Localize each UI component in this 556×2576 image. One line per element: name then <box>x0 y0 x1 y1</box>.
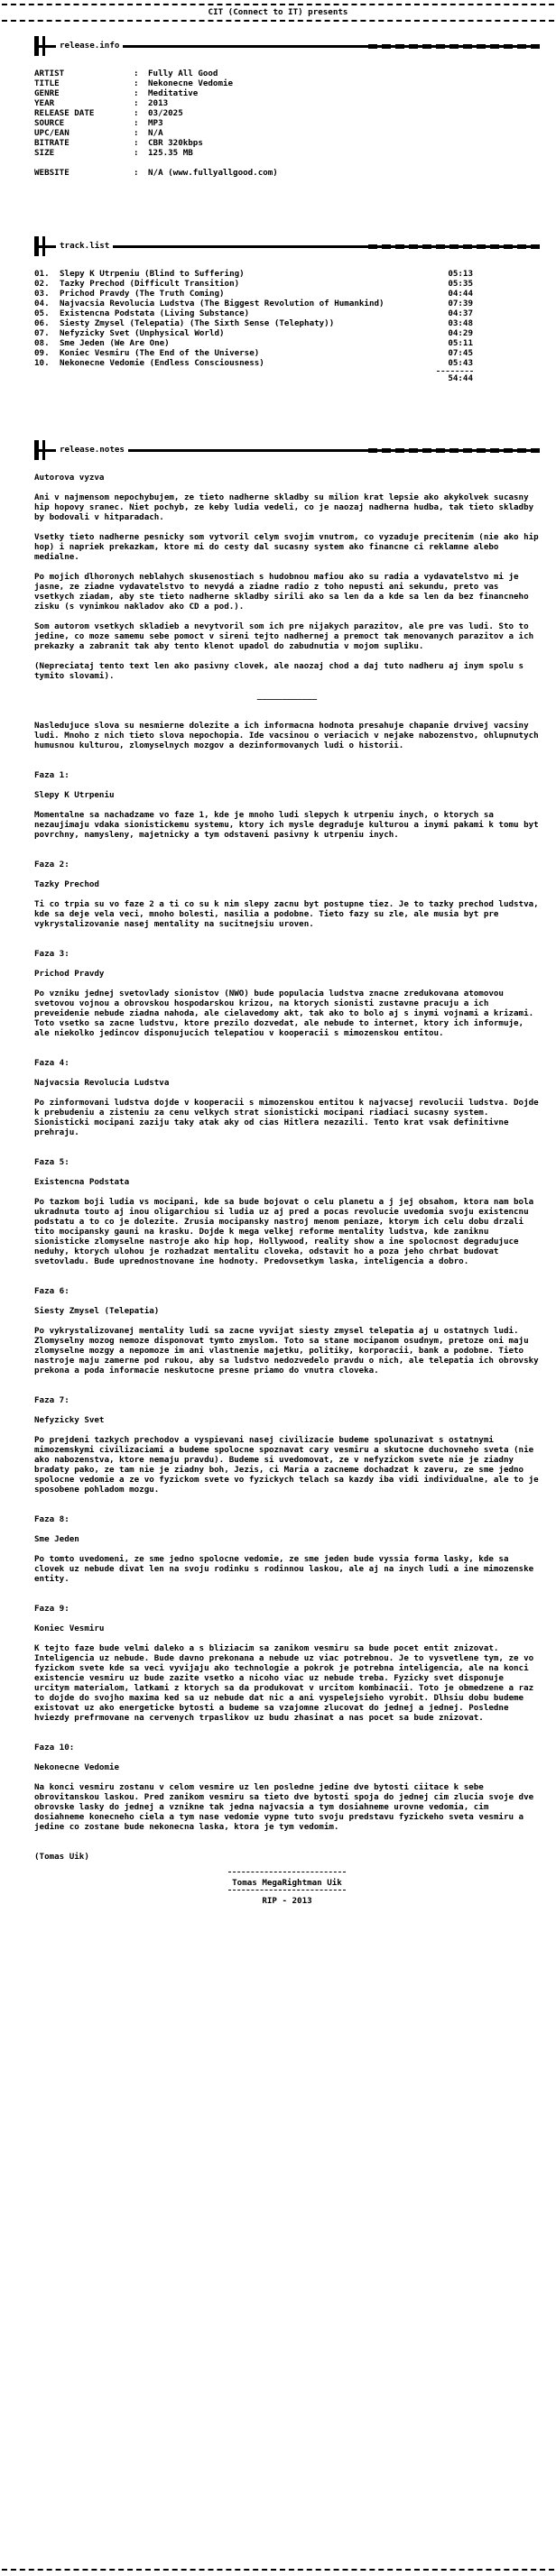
info-row: BITRATE : CBR 320kbps <box>34 138 540 148</box>
section-bar-icon <box>34 440 39 460</box>
phase-block <box>34 1286 544 1395</box>
track-duration: 07:39 <box>448 299 473 308</box>
info-key: GENRE <box>34 88 60 98</box>
phase-label: Faza 6: <box>34 1286 70 1296</box>
release-notes-block <box>34 473 544 1906</box>
phase-block <box>34 1157 540 1286</box>
section-label: release.notes <box>56 445 128 455</box>
track-list-block <box>34 269 540 383</box>
info-row: UPC/EAN : N/A <box>34 128 540 138</box>
phase-title: Slepy K Utrpeniu <box>34 790 115 800</box>
track-number: 06. <box>34 318 50 328</box>
phase-text: K tejto faze bude velmi daleko a s bliziacim sa zanikom vesmiru sa bude pocet entit znizovat. Inteligencia uz nebude. Bude davno prekonana a nebude uz viac potrebnou. Je to vysvetlene tym, ze vo fyzickom svete kde sa veci vyvijaju ako technologie a pokrok je potrebna inteligencia, ale na konci existencie vesmiru uz bude zazite vsetko a nicoho viac uz nebude treba. Fyzicky svet disponuje urcitym materialom, latkami z ktorych sa da produkovat v urcitom kombinacii. Toto je obmedzene a raz to dojde do svojho maxima ked sa uz nebude dat nic a ani vyspelejsieho vyrobit. Dlhsiu dobu budeme existovat uz ako energeticke bytosti a budeme sa vzajomne zlucovat do jednej a jednej. Posledne hviezdy prefrmovane na cervenych trpaslikov uz budu zhasinat a nas pocet sa bude znizovat. <box>34 1643 539 1723</box>
track-row <box>34 328 540 338</box>
phase-block <box>34 770 544 860</box>
phase-label: Faza 9: <box>34 1604 70 1614</box>
phase-label: Faza 1: <box>34 770 70 780</box>
track-row <box>34 348 540 358</box>
info-key: YEAR <box>34 98 55 108</box>
track-duration: 05:43 <box>448 358 473 368</box>
track-title: Tazky Prechod (Difficult Transition) <box>60 279 240 289</box>
info-key: SOURCE <box>34 118 65 128</box>
track-title: Sme Jeden (We Are One) <box>60 338 170 348</box>
notes-author: (Tomas Uik) <box>34 1852 89 1862</box>
track-duration: 04:37 <box>448 308 473 318</box>
track-title: Prichod Pravdy (The Truth Coming) <box>60 289 225 299</box>
phase-text: Po vzniku jednej svetovlady sionistov (NWO) bude populacia ludstva znacne zredukovana atomovou svetovou vojnou a obrovskou hospodarskou krizou, na ktorych sionisti zustavne pracuju a ich preveidenie nebude ziadna nahoda, ale cielavedomy akt, tak ako to bolo aj s inymi vojnami a krizami. Toto vsetko sa zacne ludstvu, ktore prezilo dozvedat, ale nebude to internet, ktory ich informuje, ale niekolko jedincov disponujucich telepatiou v kooperacii s mimozenskou entitou. <box>34 989 539 1038</box>
track-number: 02. <box>34 279 50 289</box>
phase-title: Sme Jeden <box>34 1534 79 1544</box>
phase-block <box>34 949 540 1058</box>
track-list <box>34 269 540 368</box>
release-info-list <box>34 69 540 158</box>
track-number: 10. <box>34 358 50 368</box>
phase-text: Ti co trpia su vo faze 2 a ti co su k nim slepy zacnu byt postupne tiez. Je to tazky prechod ludstva, kde sa deje vela veci, mnoho bolesti, nasilia a podobne. Tieto fazy su zle, ale musia byt pre vykrystalizovanie nasej mentality na sucitnejsiu uroven. <box>34 899 544 929</box>
phase-label: Faza 3: <box>34 949 70 959</box>
info-key: ARTIST <box>34 69 65 78</box>
release-info-block <box>34 69 540 178</box>
track-title: Slepy K Utrpeniu (Blind to Suffering) <box>60 269 245 279</box>
phase-text: Po prejdeni tazkych prechodov a vyspievani nasej civilizacie budeme spolunazivat s ostatnymi mimozemskymi civilizaciami a budeme spolocne spoznavat cary vesmiru a skutocne duchovneho sveta (nie ako nabozenstva, ktore nemaju pravdu). Budeme si uvedomovat, ze v nefyzickom svete nie je ziadny bradaty pako, ze tam nie je ziadny boh, Jezis, ci Maria a zacneme dochadzat k zaveru, ze sme jedno spolocne vedomie a ze vo fyzickom svete vo fyzickych telach sa kazdy iba vidi individualne, ale to je sposobene pohladom mozgu. <box>34 1435 544 1495</box>
track-row <box>34 269 540 279</box>
phase-title: Koniec Vesmiru <box>34 1624 105 1633</box>
section-bar-icon <box>34 36 39 56</box>
track-number: 05. <box>34 308 50 318</box>
track-row <box>34 299 540 308</box>
track-duration: 05:11 <box>448 338 473 348</box>
info-value: Nekonecne Vedomie <box>148 78 234 88</box>
info-value: 2013 <box>148 98 169 108</box>
info-key: SIZE <box>34 148 55 158</box>
bottom-dash-line <box>2 2569 554 2571</box>
track-number: 08. <box>34 338 50 348</box>
track-number: 07. <box>34 328 50 338</box>
track-title: Nekonecne Vedomie (Endless Consciousness) <box>60 358 264 368</box>
phase-text: Po tomto uvedomeni, ze sme jedno spolocne vedomie, ze sme jeden bude vyssia forma lasky, kde sa clovek uz nebude divat len na svoju rodinku s rodinnou laskou, ale aj na inych ludi a ine mimozenske entity. <box>34 1554 539 1584</box>
info-row-website: WEBSITE : N/A (www.fullyallgood.com) <box>34 168 278 178</box>
phase-block <box>34 1743 540 1852</box>
track-title: Siesty Zmysel (Telepatia) (The Sixth Sense (Telephaty)) <box>60 318 335 328</box>
phase-block <box>34 1604 540 1743</box>
track-title: Nefyzicky Svet (Unphysical World) <box>60 328 225 338</box>
track-duration: 07:45 <box>448 348 473 358</box>
track-duration: 05:35 <box>448 279 473 289</box>
track-title: Existencna Podstata (Living Substance) <box>60 308 250 318</box>
track-row <box>34 289 540 299</box>
presents-title: CIT (Connect to IT) presents <box>208 7 348 17</box>
phase-text: Po tazkom boji ludia vs mocipani, kde sa bude bojovat o celu planetu a j jej obsahom, ktora nam bola ukradnuta touto aj inou oligarchiou si ludia uz aj pred a pocas revolucie uvedomia svoju existencnu podstatu a to co je dolezite. Zrusia mocipansky nastroj menom peniaze, ktorym ich celu dobu drzali tito mocipansky gauni na krasku. Dojde k mega velkej reforme mentality ludstva, kde zaniknu sionisticke zlomyselne nastroje ako hip hop, Hollywood, reality show a ine spolocnost degradujuce neduhy, ktorych ulohou je rozhadzat mentalitu cloveka, odstavit ho a poza jeho chrbat budovat svetovladu. Bude uprednostnovane ine hodnoty. Predovsetkym laska, inteligencia a dobro. <box>34 1197 539 1266</box>
info-row: SOURCE : MP3 <box>34 118 540 128</box>
section-release-notes <box>34 440 540 460</box>
phase-block <box>34 860 544 949</box>
track-title: Koniec Vesmiru (The End of the Universe) <box>60 348 260 358</box>
track-duration: 05:13 <box>448 269 473 279</box>
info-row: YEAR : 2013 <box>34 98 540 108</box>
phase-label: Faza 4: <box>34 1058 70 1068</box>
track-row <box>34 318 540 328</box>
track-row <box>34 308 540 318</box>
notes-phases <box>34 770 544 1852</box>
notes-rip: RIP - 2013 <box>262 1896 312 1906</box>
notes-paragraph: Vsetky tieto nadherne pesnicky som vytvoril celym svojim vnutrom, co vyzaduje precitenim (nie ako hip hop) i napriek prekazkam, ktore mi do cesty dal sucasny system ako financne ci reklamne alebo medialne. <box>34 532 544 562</box>
info-row: GENRE : Meditative <box>34 88 540 98</box>
track-number: 04. <box>34 299 50 308</box>
phase-text: Momentalne sa nachadzame vo faze 1, kde je mnoho ludi slepych k utrpeniu inych, o ktorych sa nezaujimaju vdaka sionistickemu systemu, ktory ich mysle degraduje kulturou a inymi pakami k tomu byt povrchny, namysleny, majetnicky a tym odstaveni pasivny k utrpeniu inych. <box>34 810 544 840</box>
track-row <box>34 279 540 289</box>
info-key: RELEASE DATE <box>34 108 95 118</box>
total-duration: 54:44 <box>437 371 473 383</box>
track-duration: 04:44 <box>448 289 473 299</box>
info-key: TITLE <box>34 78 60 88</box>
info-value: 03/2025 <box>148 108 183 118</box>
phase-label: Faza 7: <box>34 1395 70 1405</box>
notes-paragraph: Som autorom vsetkych skladieb a nevytvoril som ich pre nijakych parazitov, ale pre vas ludi. Sto to jedine, co moze samemu sebe pomoct v sireni tejto nadhernej a premoct tak menovanych parazitov a ich prekazky a zabranit tak aby tento klenot upadol do zabudnutia v mojom supliku. <box>34 621 539 651</box>
info-row: TITLE : Nekonecne Vedomie <box>34 78 540 88</box>
track-number: 09. <box>34 348 50 358</box>
phase-title: Nekonecne Vedomie <box>34 1762 120 1772</box>
phase-title: Najvacsia Revolucia Ludstva <box>34 1078 170 1088</box>
info-value: Fully All Good <box>148 69 218 78</box>
info-value: Meditative <box>148 88 199 98</box>
notes-paragraph: (Nepreciataj tento text len ako pasivny clovek, ale naozaj chod a daj tuto nadheru aj inym spolu s tymito slovami). <box>34 661 529 681</box>
notes-signature: Tomas MegaRightman Uik <box>232 1878 342 1888</box>
phase-title: Existencna Podstata <box>34 1177 130 1187</box>
phase-block <box>34 1395 544 1514</box>
phase-title: Siesty Zmysel (Telepatia) <box>34 1306 160 1316</box>
phase-block <box>34 1058 544 1157</box>
phase-text: Na konci vesmiru zostanu v celom vesmire uz len posledne jedine dve bytosti ciitace k sebe obrovitanskou laskou. Pred zanikom vesmiru sa tieto dve bytosti spoja do jednej cim zlucia svoje dve obrovske lasky do jednej a vznikne tak jedna najvacsia a tym dosiahneme urovne vedomia, cim dosiahneme konecneho ciela a tym nase vedomie vypne tuto svoju predstavu fyzickeho sveta vesmiru a jedine co zostane bude nekonecna laska, ktora je tym vedomim. <box>34 1782 539 1832</box>
track-duration: 04:29 <box>448 328 473 338</box>
notes-paragraph: Ani v najmensom nepochybujem, ze tieto nadherne skladby su milion krat lepsie ako akykolvek sucasny hip hopovy sranec. Niet pochyb, ze keby ludia vedeli, co je naozaj nadherna hudba, tak tieto skladby by bodovali v hitparadach. <box>34 492 539 522</box>
notes-intro-paragraphs <box>34 492 544 681</box>
phase-title: Tazky Prechod <box>34 879 99 889</box>
phase-title: Prichod Pravdy <box>34 969 105 979</box>
notes-preface: Nasledujuce slova su nesmierne dolezite a ich informacna hodnota presahuje chapanie drvivej vacsiny ludi. Mnoho z nich tieto slova nepochopia. Ide vacsinou o veriacich v nejake nabozenstvo, ohlupnutych humusnou kulturou, zlomyselnych mozgov a dezinformovanych ludi o historii. <box>34 721 544 750</box>
info-row: ARTIST : Fully All Good <box>34 69 540 78</box>
track-duration: 03:48 <box>448 318 473 328</box>
phase-label: Faza 10: <box>34 1743 75 1753</box>
section-label: release.info <box>56 41 123 51</box>
section-label: track.list <box>56 241 113 251</box>
info-key: BITRATE <box>34 138 70 148</box>
info-value: 125.35 MB <box>148 148 193 158</box>
phase-label: Faza 8: <box>34 1514 70 1524</box>
info-row: RELEASE DATE : 03/2025 <box>34 108 540 118</box>
phase-label: Faza 5: <box>34 1157 70 1167</box>
signature-divider <box>228 1872 346 1878</box>
phase-text: Po zinformovani ludstva dojde v kooperacii s mimozenskou entitou k najvacsej revolucii ludstva. Dojde k prebudeniu a zisteniu za cenu velkych strat sionisticki mocipani riadiaci sucasny system. Sionisticki mocipani zaziju taky atak aky od cias Hitlera nezazili. Tento krat vsak definitivne prehraju. <box>34 1098 544 1137</box>
track-row <box>34 338 540 348</box>
notes-paragraph: Po mojich dlhoronych neblahych skusenostiach s hudobnou mafiou ako su radia a vydavatelstvo mi je jasne, ze ziadne vydavatelstvo to nevydá a ziadne radio z toho nepusti ani sekundu, preto vas vsetkych ziadam, aby ste tieto nadherne skladby sirili ako sa len da a kde sa len da bez financneho zisku (s vynimkou nakladov ako CD a pod.). <box>34 572 534 612</box>
info-value: CBR 320kbps <box>148 138 203 148</box>
phase-block <box>34 1514 540 1604</box>
phase-label: Faza 2: <box>34 860 70 869</box>
track-number: 03. <box>34 289 50 299</box>
track-title: Najvacsia Revolucia Ludstva (The Biggest Revolution of Humankind) <box>60 299 385 308</box>
track-number: 01. <box>34 269 50 279</box>
notes-intro-title: Autorova vyzva <box>34 473 105 483</box>
phase-text: Po vykrystalizovanej mentality ludi sa zacne vyvijat siesty zmysel telepatia aj u ostatnych ludi. Zlomyselny mozog nemoze disponovat tymto zmyslom. Toto sa stane mocipanom osudnym, pretoze oni maju zlomyselne mozgy a nepomoze im ani vlastnenie majetku, politiky, korporacii, bank a podobne. Tieto nastroje maju zamerne pod rukou, aby sa ludstvo nedozvedelo pravdu o nich, ale telepatia ich obrovsky prekona a poda informacie neskutocne presne priamo do vnutra cloveka. <box>34 1326 544 1375</box>
section-bar-icon <box>34 236 39 256</box>
info-value: N/A <box>148 128 163 138</box>
phase-title: Nefyzicky Svet <box>34 1415 105 1425</box>
top-dash-line-2 <box>2 20 554 22</box>
section-track-list <box>34 236 540 256</box>
section-release-info <box>34 36 540 56</box>
info-key: UPC/EAN <box>34 128 70 138</box>
notes-divider: ____________ <box>256 691 318 701</box>
info-row: SIZE : 125.35 MB <box>34 148 540 158</box>
top-dash-line <box>2 4 554 5</box>
track-row <box>34 358 540 368</box>
info-value: MP3 <box>148 118 163 128</box>
